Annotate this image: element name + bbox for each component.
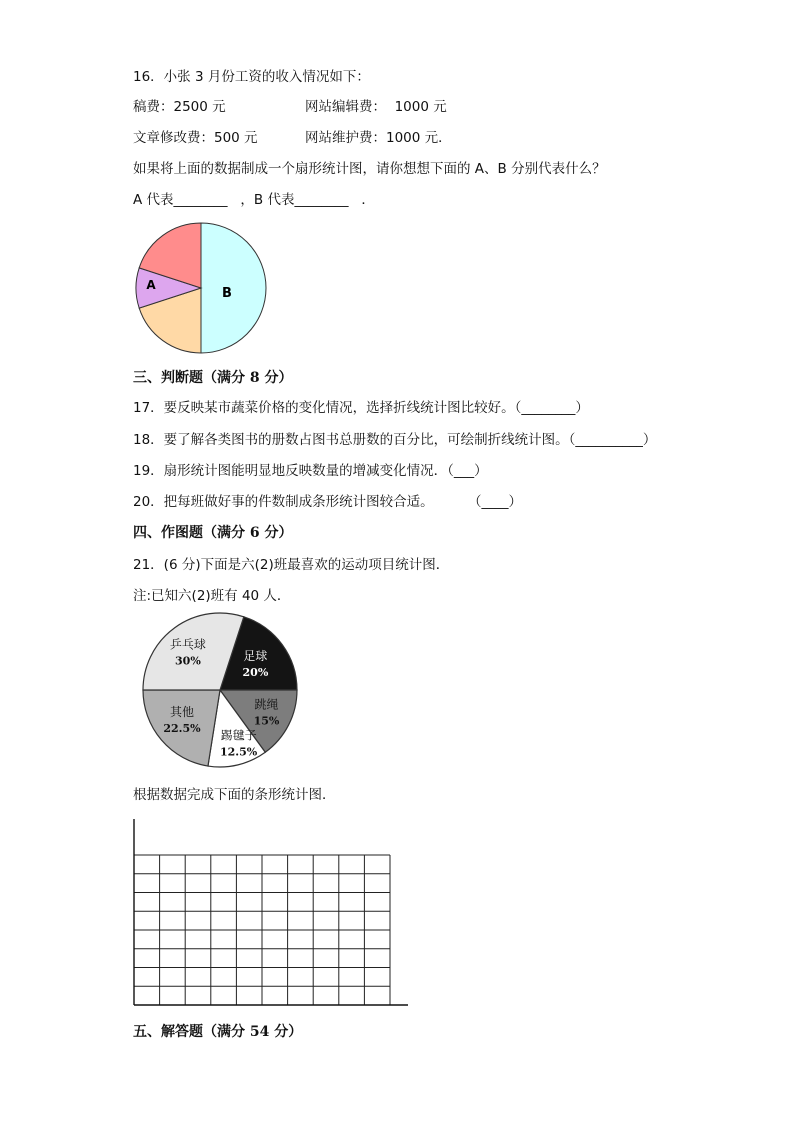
q21-text: 21．(6 分)下面是六(2)班最喜欢的运动项目统计图． (133, 557, 450, 573)
sports-pie-chart (140, 612, 304, 770)
sports-slice-value-label: 15% (253, 714, 280, 728)
q17-text: 17．要反映某市蔬菜价格的变化情况，选择折线统计图比较好。（________） (133, 400, 589, 416)
sports-slice-label: 踢毽子 (220, 728, 257, 743)
sports-slice-label: 其他 (169, 705, 195, 719)
q18-text: 18．要了解各类图书的册数占图书总册数的百分比，可绘制折线统计图。（__________） (133, 432, 657, 448)
q21-note: 注:已知六(2)班有 40 人． (133, 588, 291, 604)
q16-intro: 16．小张 3 月份工资的收入情况如下： (133, 69, 370, 85)
pie16-slice-B (201, 223, 266, 353)
sports-slice-label: 乒乓球 (169, 637, 206, 652)
q21-instruction: 根据数据完成下面的条形统计图． (133, 787, 336, 803)
q16-item-manuscript-fee: 稿费：2500 元 (133, 99, 226, 115)
pie16-label-b: B (222, 286, 232, 301)
sports-slice-value-label: 12.5% (219, 745, 258, 759)
sports-slice-value-label: 22.5% (163, 722, 201, 735)
section5-title: 五、解答题（满分 54 分） (133, 1024, 303, 1040)
q16-item-maintenance-fee: 网站维护费：1000 元． (305, 130, 452, 146)
sports-slice-value-label: 30% (175, 654, 201, 668)
q16-item-editing-fee: 网站编辑费： 1000 元 (305, 99, 447, 115)
section3-title: 三、判断题（满分 8 分） (133, 370, 293, 386)
bar-chart-grid (128, 815, 414, 1011)
income-pie-chart (128, 218, 274, 358)
sports-slice-label: 跳绳 (254, 697, 279, 712)
q16-answer-line: A 代表________ ，B 代表________ ． (133, 192, 375, 208)
q20-text: 20．把每班做好事的件数制成条形统计图较合适。 （____） (133, 494, 523, 510)
section4-title: 四、作图题（满分 6 分） (133, 525, 293, 541)
q19-text: 19．扇形统计图能明显地反映数量的增减变化情况．（___） (133, 463, 488, 479)
sports-slice-label: 足球 (243, 648, 268, 663)
pie16-label-a: A (146, 278, 156, 292)
q16-question: 如果将上面的数据制成一个扇形统计图，请你想想下面的 A、B 分别代表什么？ (133, 161, 606, 177)
sports-slice-value-label: 20% (242, 665, 269, 679)
q16-item-revision-fee: 文章修改费：500 元 (133, 130, 258, 146)
